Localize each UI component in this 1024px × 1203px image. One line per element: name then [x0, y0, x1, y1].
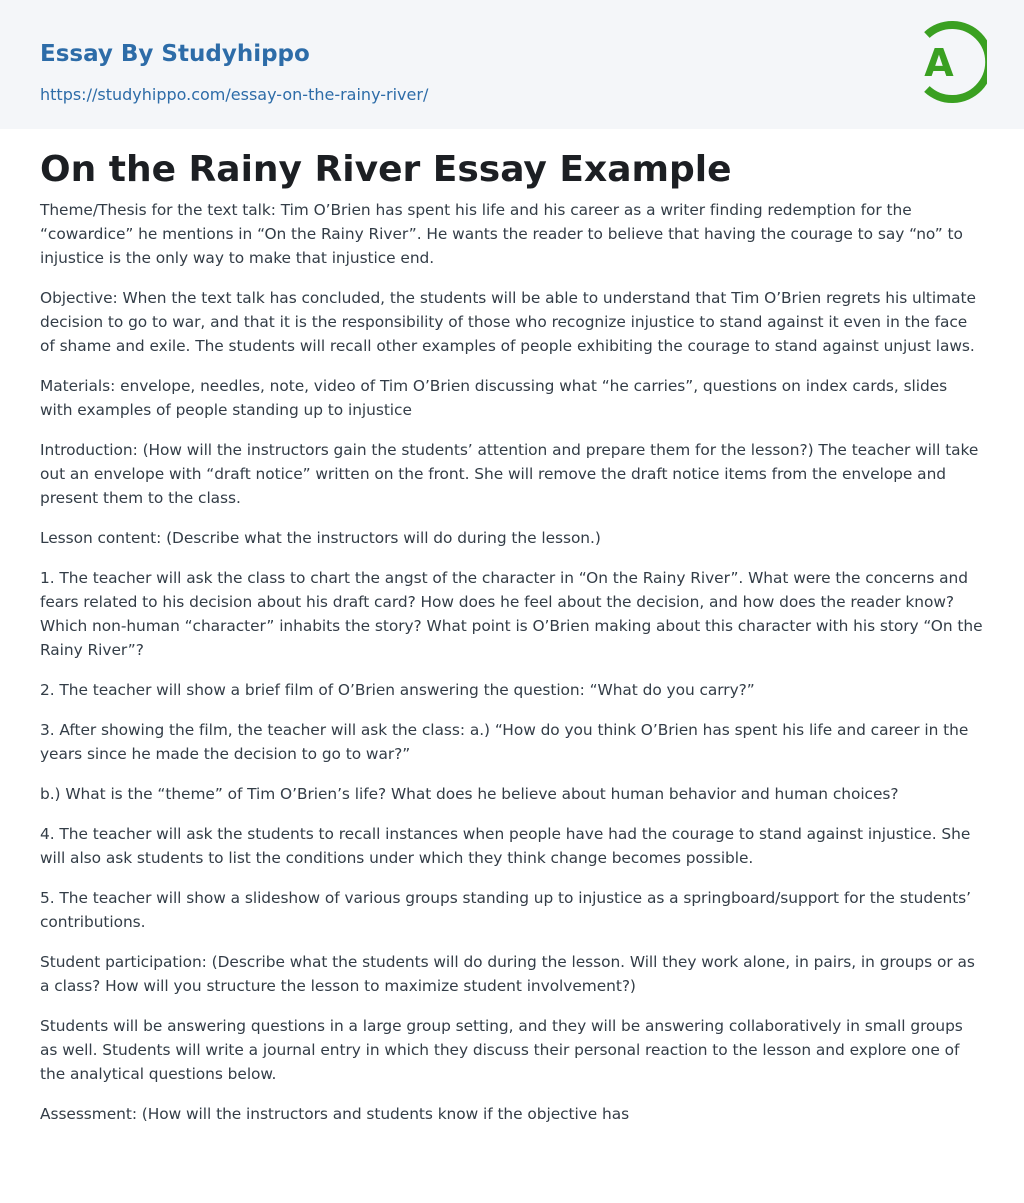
article — [0, 148, 1024, 1126]
article-body — [40, 198, 984, 1126]
paragraph-step-3b: b.) What is the “theme” of Tim O’Brien’s life? What does he believe about human behavior and human choices? — [40, 785, 899, 803]
paragraph-materials: Materials: envelope, needles, note, video of Tim O’Brien discussing what “he carries”, questions on index cards, slides with examples of people standing up to injustice — [40, 377, 948, 419]
paragraph-introduction: Introduction: (How will the instructors gain the students’ attention and prepare them for the lesson?) The teacher will take out an envelope with “draft notice” written on the front. She will remove the draft notice items from the envelope and present them to the class. — [40, 441, 979, 507]
paragraph-step-4: 4. The teacher will ask the students to recall instances when people have had the courage to stand against injustice. She will also ask students to list the conditions under which they think change becomes possible. — [40, 825, 971, 867]
paragraph-thesis: Theme/Thesis for the text talk: Tim O’Brien has spent his life and his career as a writer finding redemption for the “cowardice” he mentions in “On the Rainy River”. He wants the reader to believe that having the courage to say “no” to injustice is the only way to make that injustice end. — [40, 201, 963, 267]
paragraph-objective: Objective: When the text talk has concluded, the students will be able to understand that Tim O’Brien regrets his ultimate decision to go to war, and that it is the responsibility of those who recognize injustice to stand against it even in the face of shame and exile. The students will recall other examples of people exhibiting the courage to stand against unjust laws. — [40, 289, 976, 355]
page-title: On the Rainy River Essay Example — [40, 149, 732, 190]
studyhippo-logo-icon[interactable] — [911, 18, 987, 106]
paragraph-lesson-content: Lesson content: (Describe what the instructors will do during the lesson.) — [40, 529, 601, 547]
paragraph-step-1: 1. The teacher will ask the class to chart the angst of the character in “On the Rainy River”. What were the concerns and fears related to his decision about his draft card? How does he feel about the decision, and how does the reader know? Which non-human “character” inhabits the story? What point is O’Brien making about this character with his story “On the Rainy River”? — [40, 569, 983, 659]
paragraph-step-2: 2. The teacher will show a brief film of O’Brien answering the question: “What do you carry?” — [40, 681, 755, 699]
paragraph-step-3a: 3. After showing the film, the teacher will ask the class: a.) “How do you think O’Brien has spent his life and career in the years since he made the decision to go to war?” — [40, 721, 969, 763]
paragraph-step-5: 5. The teacher will show a slideshow of various groups standing up to injustice as a springboard/support for the students’ contributions. — [40, 889, 971, 931]
essay-url-link[interactable]: https://studyhippo.com/essay-on-the-rainy-river/ — [40, 85, 429, 104]
site-header — [0, 0, 1024, 129]
paragraph-students-activity: Students will be answering questions in a large group setting, and they will be answering collaboratively in small groups as well. Students will write a journal entry in which they discuss their personal reaction to the lesson and explore one of the analytical questions below. — [40, 1017, 963, 1083]
paragraph-assessment: Assessment: (How will the instructors and students know if the objective has — [40, 1105, 630, 1123]
logo-letter: A — [924, 41, 954, 85]
site-brand[interactable]: Essay By Studyhippo — [40, 41, 310, 67]
paragraph-student-participation: Student participation: (Describe what the students will do during the lesson. Will they work alone, in pairs, in groups or as a class? How will you structure the lesson to maximize student involvement?) — [40, 953, 975, 995]
